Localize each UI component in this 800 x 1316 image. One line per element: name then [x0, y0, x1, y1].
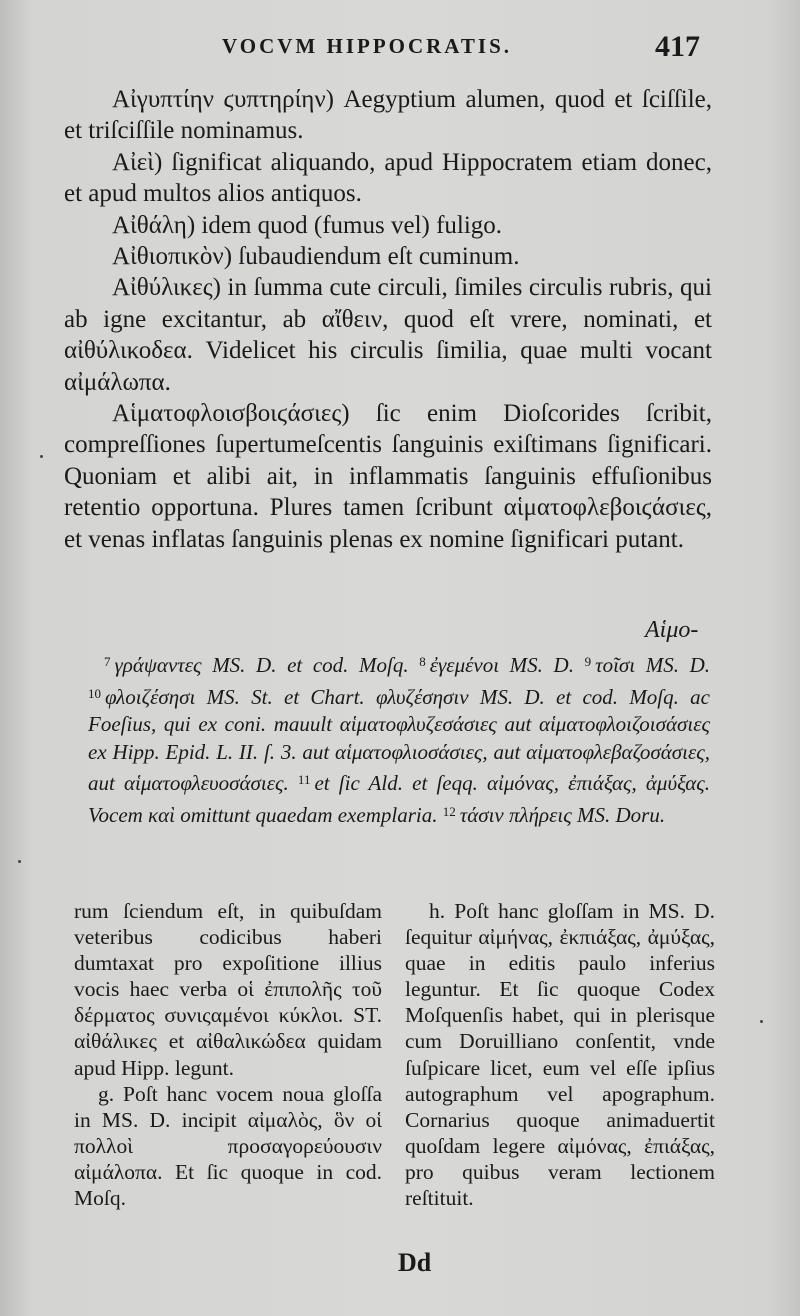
footnote-text: γράψαντες MS. D. et cod. Moſq. [114, 653, 409, 677]
footnote-text: τοῖσι MS. D. [595, 653, 711, 677]
footnote-number: 7 [104, 654, 111, 669]
footnote-text: φλοιζέσησι MS. St. et Chart. φλυζέσησιν MS. D. et cod. Moſq. ac Foeſius, qui ex coni. mauult αἱματοφλυζεσάσιες aut αἱματοφλοιζοισάσιες ex Hipp. Epid. L. II. ſ. 3. aut αἱματοφλιοσάσιες, aut αἱματοφλεβαζοσάσιες, aut αἱματοφλευοσάσιες. [88, 684, 710, 795]
entry-aigyptien: Αἰγυπτίην ϛυπτηρίην) Aegyptium alumen, quod et ſciſſile, et triſciſſile nominamus. [64, 86, 712, 145]
ink-speck [18, 860, 21, 863]
footnote-number: 8 [419, 654, 426, 669]
right-column-paragraph: h. Poſt hanc gloſſam in MS. D. ſequitur αἰμήνας, ἐκπιάξας, ἀμύξας, quae in editis paulo inferius leguntur. Et ſic quoque Codex Moſquenſis habet, qui in plerisque cum Doruilliano conſentit, vnde ſuſpicare licet, eum vel eſſe ipſius autographum vel apographum. Cornarius quoque animaduertit quoſdam legere αἰμόνας, ἐπιάξας, pro quibus veram lectionem reſtituit. [405, 899, 715, 1211]
entry-aithylikes: Αἰθύλικες) in ſumma cute circuli, ſimiles circulis rubris, qui ab igne excitantur, ab αἴθειν, quod eſt vrere, nominati, et αἰθύλικοδεα. Videlicet his circulis ſimilia, quae multi vocant αἰμάλωπα. [64, 274, 712, 396]
entry-aithiopikon: Αἰθιοπικὸν) ſubaudiendum eſt cuminum. [112, 243, 520, 271]
entry-aithale: Αἰθάλη) idem quod (fumus vel) fuligo. [112, 211, 503, 239]
main-text [64, 84, 712, 555]
footnote-text: ἐγεμένοι MS. D. [429, 653, 574, 677]
footnote-number: 11 [297, 772, 311, 787]
catchword: Αἱμο- [645, 617, 699, 643]
footnote-text: et ſic Ald. et ſeqq. αἰμόνας, ἐπιάξας, ἀμύξας. Vocem καὶ omittunt quaedam exemplaria. [88, 771, 711, 827]
right-column [405, 898, 715, 1211]
ink-speck [40, 455, 43, 458]
footnote-number: 12 [442, 803, 456, 819]
signature-mark: Dd [398, 1248, 432, 1277]
left-column [74, 898, 382, 1211]
left-column-paragraph: g. Poſt hanc vocem noua gloſſa in MS. D. incipit αἰμαλὸς, ὃν οἱ πολλοὶ προσαγορεύουσιν αἰμάλοπα. Et ſic quoque in cod. Moſq. [74, 1081, 382, 1211]
page-header [0, 30, 800, 70]
ink-speck [760, 1020, 763, 1023]
left-column-paragraph: rum ſciendum eſt, in quibuſdam veteribus codicibus haberi dumtaxat pro expoſitione illius vocis haec verba οἱ ἐπιπολῆς τοῦ δέρματος συνιςαμένοι κύκλοι. ST. αἰθάλικες et αἰθαλικώδεα quidam apud Hipp. legunt. [74, 899, 382, 1080]
footnote-number: 10 [88, 685, 101, 701]
footnote-number: 9 [584, 654, 592, 669]
footnote-text: τάσιν πλήρεις MS. Doru. [459, 802, 666, 827]
page-number: 417 [655, 30, 700, 63]
running-title: VOCVM HIPPOCRATIS. [222, 34, 513, 58]
entry-aiei: Αἰεὶ) ſignificat aliquando, apud Hippocratem etiam donec, et apud multos alios antiquos. [64, 148, 712, 208]
footnotes [88, 648, 710, 829]
entry-haimatophloisboistasies: Αἱματοφλοισβοιϛάσιες) ſic enim Dioſcorides ſcribit, compreſſiones ſupertumeſcentis ſanguinis exiſtimans ſignificari. Quoniam et alibi ait, in inflammatis ſanguinis effuſionibus retentio opportuna. Plures tamen ſcribunt αἱματοφλεβοιϛάσιες, et venas inflatas ſanguinis plenas ex nomine ſignificari putant. [64, 400, 712, 553]
